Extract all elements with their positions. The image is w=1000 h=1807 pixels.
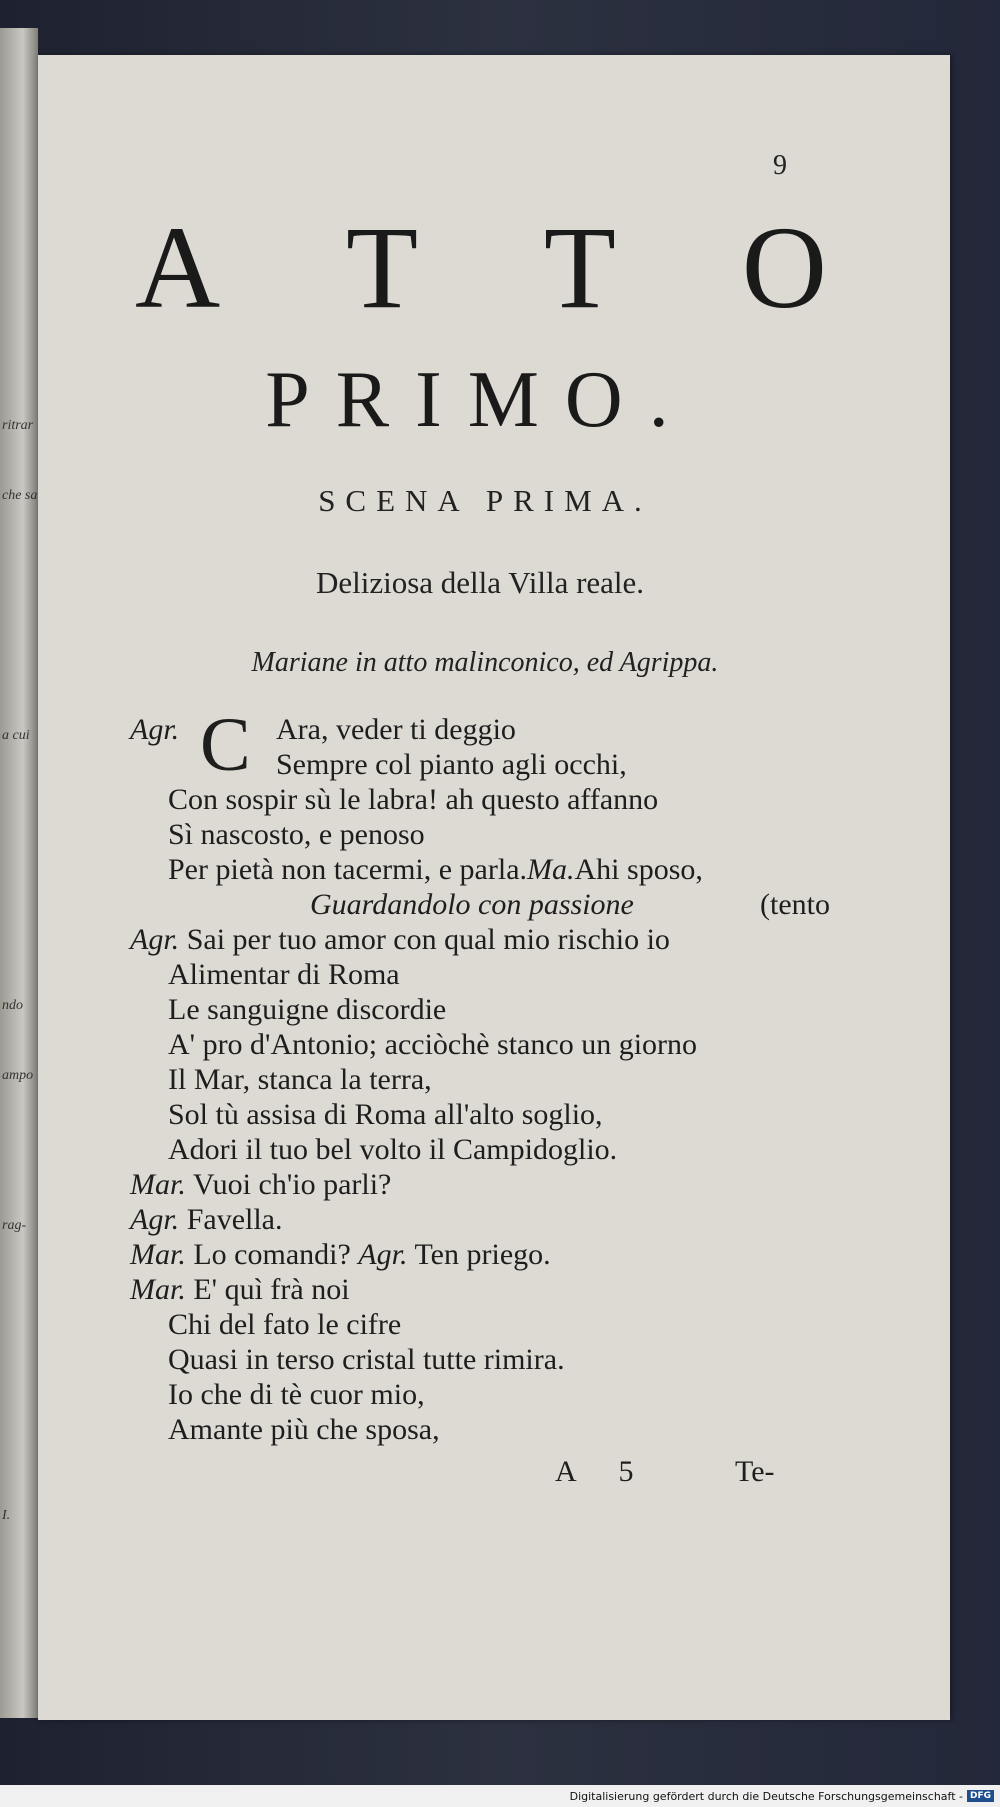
text-line [130, 1272, 830, 1307]
text-line [130, 922, 830, 957]
title-letter: T [346, 202, 427, 333]
act-subtitle: PRIMO. [265, 356, 695, 444]
left-fragment: ndo [2, 998, 23, 1013]
speaker-label: Agr. [130, 923, 180, 956]
line-text: Sempre col pianto agli occhi, [276, 748, 627, 781]
line-text: Con sospir sù le labra! ah questo affanno [168, 783, 659, 816]
line-text: Quasi in terso cristal tutte rimira. [168, 1343, 565, 1376]
line-text: Io che di tè cuor mio, [168, 1378, 425, 1411]
left-fragment: I. [2, 1508, 11, 1523]
text-line [130, 1377, 830, 1412]
left-fragment: ritrar [2, 418, 34, 433]
line-text: Adori il tuo bel volto il Campidoglio. [168, 1133, 618, 1166]
scene-heading: SCENA PRIMA. [318, 483, 652, 518]
text-line [130, 1062, 830, 1097]
speaker-label: Agr. [130, 713, 180, 746]
act-title [135, 200, 835, 336]
speaker-label: Mar. [130, 1168, 186, 1201]
line-text: Sol tù assisa di Roma all'alto soglio, [168, 1098, 603, 1131]
scene-characters: Mariane in atto malinconico, ed Agrippa. [251, 647, 719, 678]
speaker-label: Agr. [130, 1203, 180, 1236]
speaker-label: Ma. [527, 853, 575, 886]
line-text: Ahi sposo, [574, 853, 703, 886]
text-line [130, 782, 830, 817]
text-line [130, 1342, 830, 1377]
catchword: Te- [735, 1455, 775, 1488]
line-text: Favella. [186, 1203, 283, 1236]
text-line [130, 1167, 830, 1202]
text-line [130, 887, 830, 922]
dfg-logo: DFG [967, 1790, 994, 1802]
line-text: Alimentar di Roma [168, 958, 400, 991]
funding-banner [0, 1785, 1000, 1807]
line-text: Sì nascosto, e penoso [168, 818, 425, 851]
text-line [130, 1027, 830, 1062]
speaker-label: Agr. [358, 1238, 408, 1271]
stage-direction: Guardandolo con passione [310, 888, 634, 921]
line-text: Vuoi ch'io parli? [192, 1168, 392, 1201]
line-text: A' pro d'Antonio; acciòchè stanco un giorno [168, 1028, 698, 1061]
left-fragment: rag- [2, 1218, 27, 1233]
text-line [130, 817, 830, 852]
signature-mark: A 5 [555, 1455, 652, 1488]
title-letter: T [543, 202, 624, 333]
line-text: E' quì frà noi [193, 1273, 350, 1306]
line-text: Ara, veder ti deggio [276, 713, 516, 746]
text-line [130, 957, 830, 992]
line-text: Per pietà non tacermi, e parla. [168, 853, 528, 886]
banner-text: Digitalisierung gefördert durch die Deutsche Forschungsgemeinschaft - [569, 1789, 963, 1803]
title-letter: O [741, 202, 835, 333]
drop-cap: C [200, 703, 251, 787]
line-text: (tento [760, 888, 830, 921]
text-line [130, 747, 830, 782]
text-line [130, 1307, 830, 1342]
text-line [130, 1202, 830, 1237]
speaker-label: Mar. [130, 1273, 186, 1306]
text-line [130, 852, 830, 887]
speaker-label: Mar. [130, 1238, 186, 1271]
line-text: Le sanguigne discordie [168, 993, 447, 1026]
text-line [130, 1132, 830, 1167]
page-number: 9 [773, 150, 787, 181]
line-text: Lo comandi? [193, 1238, 351, 1271]
line-text: Ten priego. [414, 1238, 551, 1271]
text-line [130, 1412, 830, 1447]
text-line [130, 1237, 830, 1272]
left-fragment: che sa [2, 488, 38, 503]
scene-setting: Deliziosa della Villa reale. [315, 565, 645, 600]
left-fragment: ampo [2, 1068, 34, 1083]
previous-page-edge [0, 28, 38, 1718]
line-text: Il Mar, stanca la terra, [168, 1063, 432, 1096]
line-text: Sai per tuo amor con qual mio rischio io [186, 923, 670, 956]
line-text: Amante più che sposa, [168, 1413, 440, 1446]
left-fragment: a cui [2, 728, 30, 743]
title-letter: A [135, 202, 229, 333]
text-line [130, 1097, 830, 1132]
dialogue-text [130, 703, 830, 1447]
text-line [130, 992, 830, 1027]
line-text: Chi del fato le cifre [168, 1308, 402, 1341]
